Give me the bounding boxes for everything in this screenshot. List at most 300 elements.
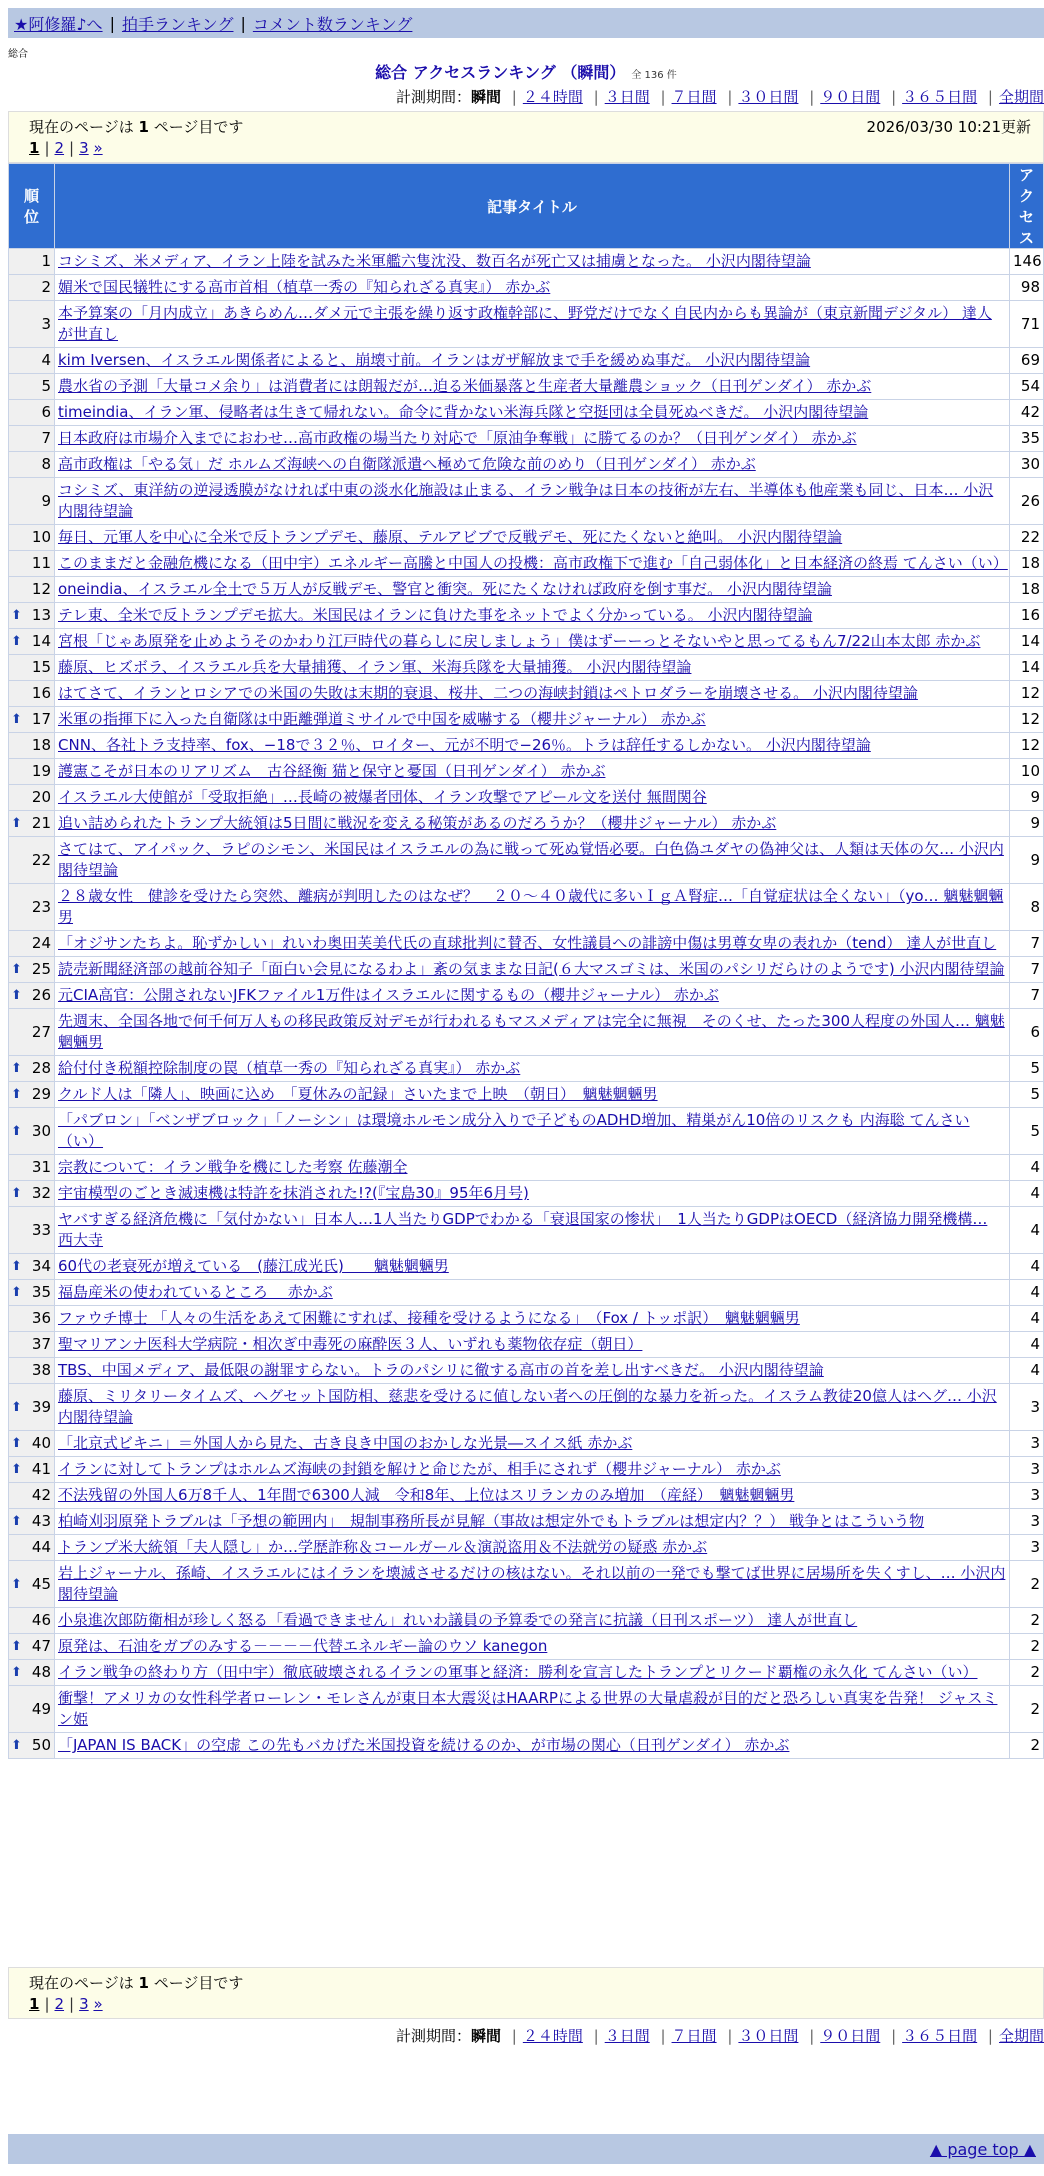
article-link[interactable]: ２８歳女性 健診を受けたら突然、離病が判明したのはなぜ？ ２０～４０歳代に多いＩｇＡ腎症…「自覚症状は全くない」（yo… 魑魅魍魎男	[58, 887, 1004, 926]
rank-cell	[9, 957, 55, 983]
article-link[interactable]: 福島産米の使われているところ 赤かぶ	[58, 1283, 333, 1301]
period-link-7d[interactable]: ７日間	[671, 2027, 717, 2045]
table-row	[9, 655, 1044, 681]
title-cell	[55, 837, 1010, 884]
article-link[interactable]: イラン戦争の終わり方（田中宇）徹底破壊されるイランの軍事と経済：勝利を宣言したトランプとリクード覇権の永久化 てんさい（い）	[58, 1663, 978, 1681]
access-count: 3	[1010, 1431, 1044, 1457]
rank-cell	[9, 374, 55, 400]
nav-separator: |	[109, 13, 115, 33]
rank-cell	[9, 707, 55, 733]
nav-clap-ranking[interactable]: 拍手ランキング	[121, 14, 234, 34]
rank-number: 8	[41, 455, 51, 473]
title-cell	[55, 1254, 1010, 1280]
rank-number: 34	[31, 1257, 51, 1275]
access-count: 2	[1010, 1733, 1044, 1759]
access-count: 14	[1010, 655, 1044, 681]
rank-cell	[9, 1306, 55, 1332]
article-link[interactable]: 宇宙模型のごとき滅速機は特許を抹消された!?(『宝島30』95年6月号)	[58, 1184, 529, 1202]
table-row	[9, 1634, 1044, 1660]
header-title: 記事タイトル	[55, 164, 1010, 249]
rank-number: 22	[31, 850, 51, 869]
access-count: 14	[1010, 629, 1044, 655]
access-count: 12	[1010, 681, 1044, 707]
table-row	[9, 931, 1044, 957]
table-row	[9, 1561, 1044, 1608]
rank-cell	[9, 1483, 55, 1509]
period-selector-bottom: 計測期間：瞬間 | ２４時間 | ３日間 | ７日間 | ３０日間 | ９０日間 | ３６５日間 | 全期間	[395, 2027, 1044, 2045]
table-row	[9, 525, 1044, 551]
rank-number: 33	[31, 1220, 51, 1239]
period-link-90d[interactable]: ９０日間	[820, 2027, 881, 2045]
rank-number: 27	[31, 1022, 51, 1041]
rank-cell	[9, 1660, 55, 1686]
article-link[interactable]: kim Iversen、イスラエル関係者によると、崩壊寸前。イランはガザ解放まで手を緩めぬ事だ。 小沢内閣待望論	[58, 351, 811, 369]
title-cell	[55, 733, 1010, 759]
table-row	[9, 785, 1044, 811]
rank-number: 19	[31, 762, 51, 780]
article-link[interactable]: 藤原、ヒズボラ、イスラエル兵を大量捕獲、イラン軍、米海兵隊を大量捕獲。 小沢内閣待望論	[58, 658, 692, 676]
title-cell	[55, 400, 1010, 426]
table-row	[9, 811, 1044, 837]
access-count: 12	[1010, 707, 1044, 733]
access-count: 16	[1010, 603, 1044, 629]
article-link[interactable]: 日本政府は市場介入までにおわせ…高市政権の場当たり対応で「原油争奪戦」に勝てるのか？（日刊ゲンダイ） 赤かぶ	[58, 429, 857, 447]
article-link[interactable]: 60代の老衰死が増えている (藤江成光氏) 魑魅魍魎男	[58, 1257, 449, 1275]
title-cell	[55, 348, 1010, 374]
bottom-bar	[8, 2134, 1044, 2164]
period-link-90d[interactable]: ９０日間	[820, 88, 881, 106]
rank-number: 37	[31, 1335, 51, 1353]
page-link-3[interactable]: 3	[79, 139, 89, 157]
title-cell	[55, 1561, 1010, 1608]
title-cell	[55, 478, 1010, 525]
article-link[interactable]: 毎日、元軍人を中心に全米で反トランプデモ、藤原、テルアビブで反戦デモ、死にたくないと絶叫。 小沢内閣待望論	[58, 528, 843, 546]
rank-cell	[9, 785, 55, 811]
rank-number: 11	[31, 554, 51, 572]
page-link-2[interactable]: 2	[54, 139, 65, 157]
article-link[interactable]: コシミズ、東洋紡の逆浸透膜がなければ中東の淡水化施設は止まる、イラン戦争は日本の技術が左右、半導体も他産業も同じ、日本… 小沢内閣待望論	[58, 481, 994, 520]
table-row	[9, 1509, 1044, 1535]
article-link[interactable]: oneindia、イスラエル全土で５万人が反戦デモ、警官と衝突。死にたくなければ政府を倒す事だ。 小沢内閣待望論	[58, 580, 832, 598]
access-count: 8	[1010, 884, 1044, 931]
article-link[interactable]: コシミズ、米メディア、イラン上陸を試みた米軍艦六隻沈没、数百名が死亡又は捕虜となった。 小沢内閣待望論	[58, 252, 811, 270]
article-link[interactable]: クルド人は「隣人」、映画に込め 「夏休みの記録」さいたまで上映 （朝日） 魑魅魍魎男	[58, 1085, 658, 1103]
title-cell	[55, 1207, 1010, 1254]
article-link[interactable]: 護憲こそが日本のリアリズム 古谷経衡 猫と保守と憂国（日刊ゲンダイ） 赤かぶ	[58, 762, 606, 780]
rank-cell	[9, 1108, 55, 1155]
rank-cell	[9, 837, 55, 884]
article-link[interactable]: 藤原、ミリタリータイムズ、ヘグセット国防相、慈悲を受けるに値しない者への圧倒的な暴力を祈った。イスラム教徒20億人はヘグ… 小沢内閣待望論	[58, 1387, 997, 1426]
article-link[interactable]: イスラエル大使館が「受取拒絶」…長崎の被爆者団体、イラン攻撃でアピール文を送付 無間関谷	[58, 788, 707, 806]
title-cell	[55, 249, 1010, 275]
access-count: 9	[1010, 837, 1044, 884]
ranking-table	[8, 163, 1044, 1759]
access-count: 2	[1010, 1608, 1044, 1634]
updated-timestamp: 2026/03/30 10:21更新	[866, 118, 1031, 136]
rank-number: 12	[31, 580, 51, 598]
access-count: 3	[1010, 1457, 1044, 1483]
title-cell	[55, 1155, 1010, 1181]
rank-number: 35	[31, 1283, 51, 1301]
access-count: 6	[1010, 1009, 1044, 1056]
title-cell	[55, 983, 1010, 1009]
rank-cell	[9, 1280, 55, 1306]
rank-number: 30	[31, 1121, 51, 1140]
title-cell	[55, 1332, 1010, 1358]
article-link[interactable]: イランに対してトランプはホルムズ海峡の封鎖を解けと命じたが、相手にされず（櫻井ジャーナル） 赤かぶ	[58, 1460, 781, 1478]
article-link[interactable]: 柏崎刈羽原発トラブルは「予想の範囲内」 規制事務所長が見解（事故は想定外でもトラブルは想定内？？） 戦争とはこういう物	[58, 1512, 925, 1530]
period-link-365d[interactable]: ３６５日間	[902, 2027, 978, 2045]
up-arrow-icon: ⬆	[11, 1259, 22, 1274]
table-row	[9, 1358, 1044, 1384]
up-arrow-icon: ⬆	[11, 1639, 22, 1654]
article-link[interactable]: ファウチ博士 「人々の生活をあえて困難にすれば、接種を受けるようになる」 （Fox / トッポ訳） 魑魅魍魎男	[58, 1309, 800, 1327]
period-link-3d[interactable]: ３日間	[604, 2027, 650, 2045]
page-info-text: 現在のページは 1 ページ目です	[29, 118, 244, 136]
rank-cell	[9, 400, 55, 426]
rank-number: 14	[31, 632, 51, 650]
rank-number: 2	[41, 278, 51, 296]
table-row	[9, 400, 1044, 426]
nav-separator: |	[240, 13, 246, 33]
rank-cell	[9, 629, 55, 655]
home-link[interactable]: ★阿修羅♪へ	[14, 14, 103, 34]
article-link[interactable]: 米軍の指揮下に入った自衛隊は中距離弾道ミサイルで中国を威嚇する（櫻井ジャーナル） 赤かぶ	[58, 710, 706, 728]
article-link[interactable]: 本予算案の「月内成立」あきらめん…ダメ元で主張を繰り返す政権幹部に、野党だけでなく自民内からも異論が（東京新聞デジタル） 達人が世直し	[58, 304, 992, 343]
pagination: 1 | 2 | 3 »	[29, 139, 103, 157]
table-row	[9, 733, 1044, 759]
rank-number: 16	[31, 684, 51, 702]
access-count: 146	[1010, 249, 1044, 275]
rank-cell	[9, 811, 55, 837]
table-row	[9, 983, 1044, 1009]
table-row	[9, 551, 1044, 577]
article-link[interactable]: ヤバすぎる経済危機に「気付かない」日本人…1人当たりGDPでわかる「衰退国家の惨状」 1人当たりGDPはOECD（経済協力開発機構… 西大寺	[58, 1210, 988, 1249]
article-link[interactable]: timeindia、イラン軍、侵略者は生きて帰れない。命令に背かない米海兵隊と空挺団は全員死ぬべきだ。 小沢内閣待望論	[58, 403, 869, 421]
page-link-3[interactable]: 3	[79, 1995, 89, 2013]
article-link[interactable]: 媚米で国民犠牲にする高市首相（植草一秀の『知られざる真実』） 赤かぶ	[58, 278, 551, 296]
page-link-1[interactable]: 1	[29, 1995, 40, 2013]
page-title-text: 総合 アクセスランキング （瞬間）	[375, 63, 626, 82]
table-row	[9, 1686, 1044, 1733]
article-link[interactable]: 衝撃！アメリカの女性科学者ローレン・モレさんが東日本大震災はHAARPによる世界の大量虐殺が目的だと恐ろしい真実を告発！ ジャスミン姫	[58, 1689, 998, 1728]
table-row	[9, 452, 1044, 478]
rank-number: 18	[31, 736, 51, 754]
rank-cell	[9, 1082, 55, 1108]
rank-number: 7	[41, 429, 51, 447]
rank-cell	[9, 1181, 55, 1207]
period-link-all[interactable]: 全期間	[998, 2027, 1044, 2045]
title-cell	[55, 1457, 1010, 1483]
table-row	[9, 1155, 1044, 1181]
article-link[interactable]: 宗教について：イラン戦争を機にした考察 佐藤潮全	[58, 1158, 408, 1176]
article-link[interactable]: テレ東、全米で反トランプデモ拡大。米国民はイランに負けた事をネットでよく分かっている。 小沢内閣待望論	[58, 606, 813, 624]
period-link-30d[interactable]: ３０日間	[738, 2027, 799, 2045]
title-cell	[55, 681, 1010, 707]
rank-number: 43	[31, 1512, 51, 1530]
table-row	[9, 478, 1044, 525]
up-arrow-icon: ⬆	[11, 608, 22, 623]
table-row	[9, 374, 1044, 400]
article-link[interactable]: 原発は、石油をガブのみする－－－－代替エネルギー論のウソ kanegon	[58, 1637, 548, 1655]
period-link-24h[interactable]: ２４時間	[522, 88, 583, 106]
title-cell	[55, 301, 1010, 348]
table-row	[9, 603, 1044, 629]
article-link[interactable]: 「パブロン」「ベンザブロック」「ノーシン」は環境ホルモン成分入りで子どものADHD増加、精巣がん10倍のリスクも 内海聡 てんさい（い）	[58, 1111, 970, 1150]
table-row	[9, 1056, 1044, 1082]
access-count: 7	[1010, 957, 1044, 983]
rank-number: 48	[31, 1663, 51, 1681]
title-cell	[55, 957, 1010, 983]
title-cell	[55, 1009, 1010, 1056]
title-cell	[55, 1634, 1010, 1660]
period-link-365d[interactable]: ３６５日間	[902, 88, 978, 106]
rank-cell	[9, 1608, 55, 1634]
rank-cell	[9, 348, 55, 374]
access-count: 98	[1010, 275, 1044, 301]
up-arrow-icon: ⬆	[11, 1576, 22, 1592]
access-count: 5	[1010, 1082, 1044, 1108]
table-row	[9, 1608, 1044, 1634]
rank-number: 49	[31, 1699, 51, 1718]
article-link[interactable]: 「オジサンたちよ。恥ずかしい」れいわ奥田芙美代氏の直球批判に賛否、女性議員への誹謗中傷は男尊女卑の表れか（tend） 達人が世直し	[58, 934, 997, 952]
header-rank: 順位	[9, 164, 55, 249]
article-link[interactable]: さてはて、アイパック、ラピのシモン、米国民はイスラエルの為に戦って死ぬ覚悟必要。白色偽ユダヤの偽神父は、人類は天体の欠… 小沢内閣待望論	[58, 840, 1004, 879]
article-link[interactable]: 給付付き税額控除制度の罠（植草一秀の『知られざる真実』） 赤かぶ	[58, 1059, 521, 1077]
article-link[interactable]: 不法残留の外国人6万8千人、1年間で6300人減 令和8年、上位はスリランカのみ増加 （産経） 魑魅魍魎男	[58, 1486, 795, 1504]
rank-number: 10	[31, 528, 51, 546]
rank-cell	[9, 1009, 55, 1056]
article-link[interactable]: TBS、中国メディア、最低限の謝罪すらない。トラのパシリに徹する高市の首を差し出すべきだ。 小沢内閣待望論	[58, 1361, 824, 1379]
rank-cell	[9, 275, 55, 301]
access-count: 4	[1010, 1207, 1044, 1254]
access-count: 5	[1010, 1108, 1044, 1155]
title-cell	[55, 1306, 1010, 1332]
table-row	[9, 1660, 1044, 1686]
rank-cell	[9, 525, 55, 551]
up-arrow-icon: ⬆	[11, 712, 22, 727]
page-link-1[interactable]: 1	[29, 139, 40, 157]
table-row	[9, 301, 1044, 348]
rank-number: 39	[31, 1397, 51, 1416]
rank-number: 9	[41, 491, 51, 510]
article-link[interactable]: はてさて、イランとロシアでの米国の失敗は末期的衰退、桜井、二つの海峡封鎖はペトロダラーを崩壊させる。 小沢内閣待望論	[58, 684, 918, 702]
rank-cell	[9, 249, 55, 275]
rank-cell	[9, 1384, 55, 1431]
title-cell	[55, 1056, 1010, 1082]
access-count: 2	[1010, 1686, 1044, 1733]
rank-cell	[9, 452, 55, 478]
rank-number: 32	[31, 1184, 51, 1202]
title-cell	[55, 1733, 1010, 1759]
up-arrow-icon: ⬆	[11, 988, 22, 1003]
access-count: 71	[1010, 301, 1044, 348]
page-link-2[interactable]: 2	[54, 1995, 65, 2013]
rank-cell	[9, 1634, 55, 1660]
access-count: 2	[1010, 1634, 1044, 1660]
page-info-text: 現在のページは 1 ページ目です	[29, 1974, 244, 1992]
table-header-row	[9, 164, 1044, 249]
nav-comment-ranking[interactable]: コメント数ランキング	[252, 14, 413, 34]
access-count: 22	[1010, 525, 1044, 551]
article-link[interactable]: CNN、各社トラ支持率、fox、−18で３２％、ロイター、元が不明で−26％。トラは辞任するしかない。 小沢内閣待望論	[58, 736, 871, 754]
rank-number: 1	[41, 252, 51, 270]
up-arrow-icon: ⬆	[11, 1665, 22, 1680]
table-row	[9, 1181, 1044, 1207]
rank-number: 4	[41, 351, 51, 369]
title-cell	[55, 577, 1010, 603]
page-top-link[interactable]: ▲ page top ▲	[929, 2139, 1036, 2159]
rank-number: 31	[31, 1158, 51, 1176]
rank-cell	[9, 301, 55, 348]
rank-number: 50	[31, 1736, 51, 1754]
title-cell	[55, 275, 1010, 301]
table-row	[9, 1733, 1044, 1759]
up-arrow-icon: ⬆	[11, 1186, 22, 1201]
table-row	[9, 1082, 1044, 1108]
article-link[interactable]: 「北京式ビキニ」＝外国人から見た、古き良き中国のおかしな光景―スイス紙 赤かぶ	[58, 1434, 633, 1452]
title-cell	[55, 1358, 1010, 1384]
rank-number: 28	[31, 1059, 51, 1077]
rank-cell	[9, 759, 55, 785]
period-current: 瞬間	[470, 2027, 501, 2045]
article-link[interactable]: 元CIA高官：公開されないJFKファイル1万件はイスラエルに関するもの（櫻井ジャーナル） 赤かぶ	[58, 986, 719, 1004]
rank-cell	[9, 1207, 55, 1254]
article-link[interactable]: 岩上ジャーナル、孫崎、イスラエルにはイランを壊滅させるだけの核はない。それ以前の一発でも撃てば世界に居場所を失くすし、… 小沢内閣待望論	[58, 1564, 1006, 1603]
rank-number: 17	[31, 710, 51, 728]
rank-cell	[9, 1561, 55, 1608]
table-row	[9, 275, 1044, 301]
article-link[interactable]: 小泉進次郎防衛相が珍しく怒る「看過できません」れいわ議員の予算委での発言に抗議（日刊スポーツ） 達人が世直し	[58, 1611, 858, 1629]
rank-cell	[9, 1155, 55, 1181]
rank-number: 21	[31, 814, 51, 832]
rank-number: 29	[31, 1085, 51, 1103]
title-cell	[55, 525, 1010, 551]
title-cell	[55, 811, 1010, 837]
pagination: 1 | 2 | 3 »	[29, 1995, 103, 2013]
title-cell	[55, 426, 1010, 452]
access-count: 42	[1010, 400, 1044, 426]
rank-cell	[9, 733, 55, 759]
article-link[interactable]: 読売新聞経済部の越前谷知子「面白い会見になるわよ」紊の気ままな日記(６大マスゴミは、米国のパシリだらけのようです) 小沢内閣待望論	[58, 960, 1005, 978]
table-row	[9, 1207, 1044, 1254]
access-count: 4	[1010, 1254, 1044, 1280]
next-page-link[interactable]: »	[93, 139, 103, 157]
table-row	[9, 577, 1044, 603]
table-row	[9, 1384, 1044, 1431]
article-link[interactable]: 農水省の予測「大量コメ余り」は消費者には朗報だが…迫る米価暴落と生産者大量離農ショック（日刊ゲンダイ） 赤かぶ	[58, 377, 872, 395]
rank-cell	[9, 884, 55, 931]
rank-cell	[9, 931, 55, 957]
rank-cell	[9, 1457, 55, 1483]
access-count: 18	[1010, 577, 1044, 603]
article-link[interactable]: 「JAPAN IS BACK」の空虚 この先もバカげた米国投資を続けるのか、が市場の関心（日刊ゲンダイ） 赤かぶ	[58, 1736, 790, 1754]
access-count: 4	[1010, 1181, 1044, 1207]
article-link[interactable]: このままだと金融危機になる（田中宇）エネルギー高騰と中国人の投機：高市政権下で進む「自己弱体化」と日本経済の終焉 てんさい（い）	[58, 554, 1008, 572]
access-count: 2	[1010, 1561, 1044, 1608]
next-page-link[interactable]: »	[93, 1995, 103, 2013]
rank-cell	[9, 1509, 55, 1535]
period-link-24h[interactable]: ２４時間	[522, 2027, 583, 2045]
period-link-all[interactable]: 全期間	[998, 88, 1044, 106]
table-row	[9, 837, 1044, 884]
table-row	[9, 1009, 1044, 1056]
title-cell	[55, 1509, 1010, 1535]
period-link-30d[interactable]: ３０日間	[738, 88, 799, 106]
title-cell	[55, 1686, 1010, 1733]
article-link[interactable]: トランプ米大統領「夫人隠し」か…学歴詐称＆コールガール＆演説盗用＆不法就労の疑惑 赤かぶ	[58, 1538, 708, 1556]
access-count: 69	[1010, 348, 1044, 374]
page-info-bottom	[8, 1967, 1044, 2019]
up-arrow-icon: ⬆	[11, 1087, 22, 1102]
title-cell	[55, 629, 1010, 655]
rank-number: 47	[31, 1637, 51, 1655]
rank-cell	[9, 478, 55, 525]
table-row	[9, 249, 1044, 275]
up-arrow-icon: ⬆	[11, 816, 22, 831]
title-cell	[55, 1660, 1010, 1686]
table-row	[9, 1535, 1044, 1561]
rank-number: 25	[31, 960, 51, 978]
rank-cell	[9, 1733, 55, 1759]
title-cell	[55, 1280, 1010, 1306]
access-count: 26	[1010, 478, 1044, 525]
rank-number: 23	[31, 897, 51, 916]
rank-number: 20	[31, 788, 51, 806]
table-row	[9, 1306, 1044, 1332]
rank-cell	[9, 655, 55, 681]
rank-number: 24	[31, 934, 51, 952]
title-cell	[55, 1483, 1010, 1509]
table-row	[9, 629, 1044, 655]
access-count: 30	[1010, 452, 1044, 478]
access-count: 4	[1010, 1332, 1044, 1358]
title-cell	[55, 707, 1010, 733]
table-row	[9, 884, 1044, 931]
up-arrow-icon: ⬆	[11, 1462, 22, 1477]
period-prefix: 計測期間：	[395, 88, 471, 106]
article-link[interactable]: 聖マリアンナ医科大学病院・相次ぎ中毒死の麻酔医３人、いずれも薬物依存症（朝日）	[58, 1335, 643, 1353]
rank-number: 40	[31, 1434, 51, 1452]
up-arrow-icon: ⬆	[11, 1123, 22, 1139]
up-arrow-icon: ⬆	[11, 1514, 22, 1529]
title-cell	[55, 1181, 1010, 1207]
article-link[interactable]: 高市政権は「やる気」だ ホルムズ海峡への自衛隊派遣へ極めて危険な前のめり（日刊ゲンダイ） 赤かぶ	[58, 455, 756, 473]
rank-cell	[9, 1431, 55, 1457]
article-link[interactable]: 先週末、全国各地で何千何万人もの移民政策反対デモが行われるもマスメディアは完全に無視 そのくせ、たった300人程度の外国人… 魑魅魍魎男	[58, 1012, 1005, 1051]
access-count: 9	[1010, 811, 1044, 837]
up-arrow-icon: ⬆	[11, 1285, 22, 1300]
table-row	[9, 759, 1044, 785]
up-arrow-icon: ⬆	[11, 1738, 22, 1753]
period-link-3d[interactable]: ３日間	[604, 88, 650, 106]
rank-cell	[9, 577, 55, 603]
access-count: 4	[1010, 1306, 1044, 1332]
rank-cell	[9, 1358, 55, 1384]
rank-cell	[9, 1686, 55, 1733]
access-count: 3	[1010, 1535, 1044, 1561]
rank-number: 3	[41, 314, 51, 333]
table-row	[9, 348, 1044, 374]
period-link-7d[interactable]: ７日間	[671, 88, 717, 106]
access-count: 2	[1010, 1660, 1044, 1686]
table-row	[9, 1483, 1044, 1509]
article-link[interactable]: 追い詰められたトランプ大統領は5日間に戦況を変える秘策があるのだろうか？（櫻井ジャーナル） 赤かぶ	[58, 814, 777, 832]
table-row	[9, 426, 1044, 452]
rank-number: 44	[31, 1538, 51, 1556]
article-link[interactable]: 宮根「じゃあ原発を止めようそのかわり江戸時代の暮らしに戻しましょう」僕はずーーっとそないやと思ってるもん7/22山本太郎 赤かぶ	[58, 632, 981, 650]
page-info-top	[8, 111, 1044, 163]
